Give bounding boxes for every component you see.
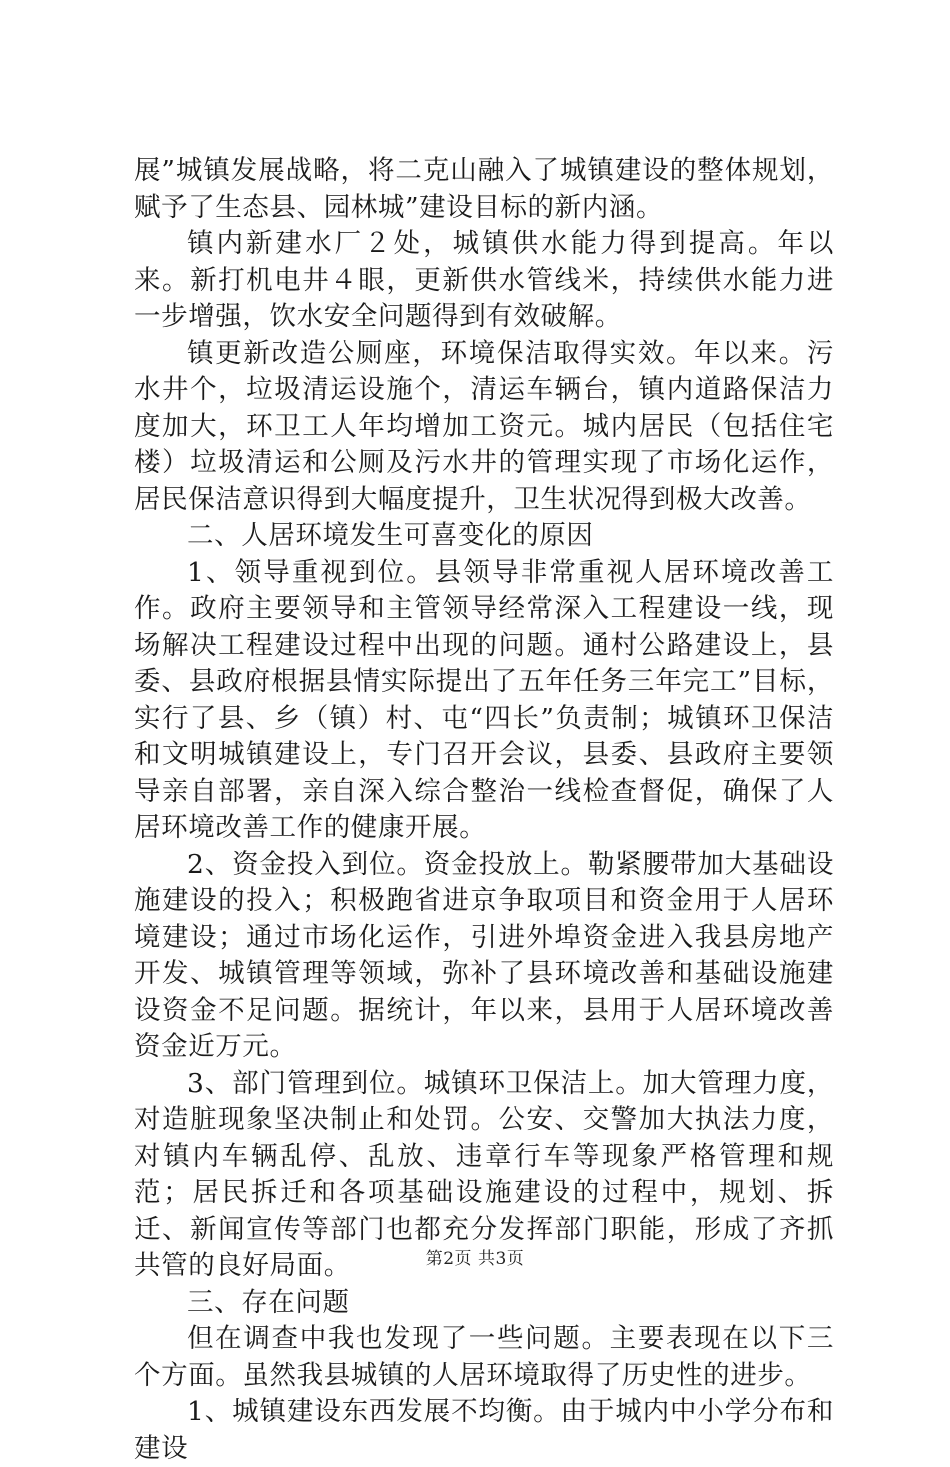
page-number-footer: 第2页 共3页 <box>425 1249 525 1269</box>
document-body <box>134 153 834 1467</box>
paragraph-management: 3、部门管理到位。城镇环卫保洁上。加大管理力度，对造脏现象坚决制止和处罚。公安、交警加大执法力度，对镇内车辆乱停、乱放、违章行车等现象严格管理和规范；居民拆迁和各项基础设施建设的过程中，规划、拆迁、新闻宣传等部门也都充分发挥部门职能，形成了齐抓共管的良好局面。 <box>134 1067 834 1281</box>
paragraph-sanitation: 镇更新改造公厕座，环境保洁取得实效。年以来。污水井个，垃圾清运设施个，清运车辆台，镇内道路保洁力度加大，环卫工人年均增加工资元。城内居民（包括住宅楼）垃圾清运和公厕及污水井的管理实现了市场化运作，居民保洁意识得到大幅度提升，卫生状况得到极大改善。 <box>134 337 834 515</box>
section-heading-problems: 三、存在问题 <box>187 1286 350 1318</box>
paragraph-water-supply: 镇内新建水厂２处，城镇供水能力得到提高。年以来。新打机电井４眼，更新供水管线米，持续供水能力进一步增强，饮水安全问题得到有效破解。 <box>134 228 834 332</box>
paragraph-funding: 2、资金投入到位。资金投放上。勒紧腰带加大基础设施建设的投入；积极跑省进京争取项目和资金用于人居环境建设；通过市场化运作，引进外埠资金进入我县房地产开发、城镇管理等领域，弥补了县环境改善和基础设施建设资金不足问题。据统计，年以来，县用于人居环境改善资金近万元。 <box>134 848 834 1062</box>
paragraph-imbalance: 1、城镇建设东西发展不均衡。由于城内中小学分布和建设 <box>134 1396 834 1464</box>
paragraph-leadership: 1、领导重视到位。县领导非常重视人居环境改善工作。政府主要领导和主管领导经常深入工程建设一线，现场解决工程建设过程中出现的问题。通村公路建设上，县委、县政府根据县情实际提出了五年任务三年完工”目标，实行了县、乡（镇）村、屯“四长”负责制；城镇环卫保洁和文明城镇建设上，专门召开会议，县委、县政府主要领导亲自部署，亲自深入综合整治一线检查督促，确保了人居环境改善工作的健康开展。 <box>134 556 834 843</box>
section-heading-reasons: 二、人居环境发生可喜变化的原因 <box>187 520 594 551</box>
paragraph-problems-intro: 但在调查中我也发现了一些问题。主要表现在以下三个方面。虽然我县城镇的人居环境取得了历史性的进步。 <box>134 1323 834 1391</box>
paragraph-continuation: 展”城镇发展战略，将二克山融入了城镇建设的整体规划，赋予了生态县、园林城”建设目标的新内涵。 <box>134 155 834 223</box>
